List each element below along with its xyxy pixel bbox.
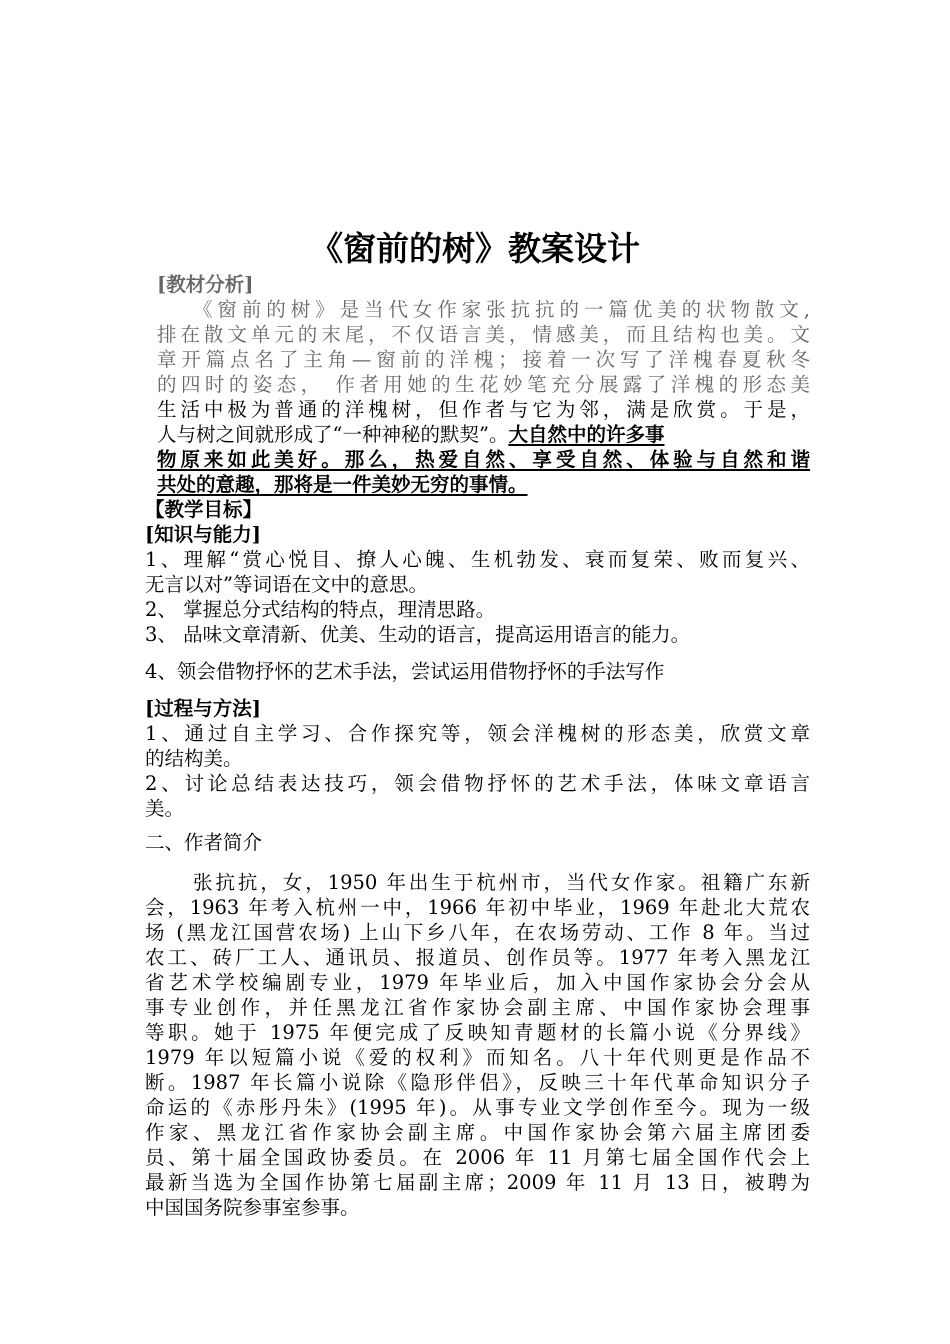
knowledge-item-1-cont: 无言以对”等词语在文中的意思。 [145,573,428,596]
author-line-12: 员、第十届全国政协委员。在 2006 年 11 月第七届全国作代会上 [145,1146,810,1169]
author-intro-section [145,870,810,1220]
material-line-3: 章开篇点名了主角—窗前的洋槐；接着一次写了洋槐春夏秋冬 [157,348,810,371]
author-line-4: 农工、砖厂工人、通讯员、报道员、创作员等。1977 年考入黑龙江 [145,946,810,969]
material-line-2: 排在散文单元的末尾，不仅语言美，情感美，而且结构也美。文 [157,323,810,346]
author-line-3: 场 (黑龙江国营农场) 上山下乡八年，在农场劳动、工作 8 年。当过 [145,921,810,944]
author-line-13: 最新当选为全国作协第七届副主席；2009 年 11 月 13 日，被聘为 [145,1171,810,1194]
material-line-6-emphasis: 大自然中的许多事 [508,423,665,446]
teaching-goals-heading: 【教学目标】 [145,498,263,521]
author-line-10: 命运的《赤彤丹朱》(1995 年)。从事专业文学创作至今。现为一级 [145,1096,810,1119]
knowledge-item-2: 2、 掌握总分式结构的特点，理清思路。 [145,598,496,621]
process-item-2: 2、讨论总结表达技巧，领会借物抒怀的艺术手法，体味文章语言 [145,772,810,795]
author-line-6: 事专业创作，并任黑龙江省作家协会副主席、中国作家协会理事 [145,996,810,1019]
process-item-1: 1、通过自主学习、合作探究等，领会洋槐树的形态美，欣赏文章 [145,722,810,745]
material-line-5: 生活中极为普通的洋槐树，但作者与它为邻，满是欣赏。于是， [157,398,810,421]
author-intro-heading: 二、作者简介 [145,831,263,854]
material-analysis-section [145,272,810,497]
material-line-6 [145,422,810,447]
process-item-2-cont: 美。 [145,797,185,820]
author-line-7: 等职。她于 1975 年便完成了反映知青题材的长篇小说《分界线》 [145,1021,810,1044]
document-title: 《窗前的树》教案设计 [310,229,640,268]
author-intro-heading-wrap [145,830,810,855]
material-line-6-normal: 人与树之间就形成了“一种神秘的默契”。 [157,423,509,446]
author-line-5: 省艺术学校编剧专业，1979 年毕业后，加入中国作家协会分会从 [145,971,810,994]
material-line-1: 《窗前的树》是当代女作家张抗抗的一篇优美的状物散文, [193,298,810,321]
author-line-11: 作家、黑龙江省作家协会副主席。中国作家协会第六届主席团委 [145,1121,810,1144]
material-emphasis-line-1: 物原来如此美好。那么，热爱自然、享受自然、体验与自然和谐 [157,448,810,471]
author-line-9: 断。1987 年长篇小说除《隐形伴侣》，反映三十年代革命知识分子 [145,1071,810,1094]
author-line-1: 张抗抗，女，1950 年出生于杭州市，当代女作家。祖籍广东新 [193,871,810,894]
knowledge-heading: [知识与能力] [145,523,261,546]
author-line-14: 中国国务院参事室参事。 [145,1196,360,1219]
teaching-goals-section [145,497,810,684]
material-analysis-heading: [教材分析] [157,273,254,296]
material-emphasis-line-2: 共处的意趣，那将是一件美妙无穷的事情。 [157,473,528,496]
author-line-2: 会，1963 年考入杭州一中，1966 年初中毕业，1969 年赴北大荒农 [145,896,810,919]
process-heading: [过程与方法] [145,697,261,720]
process-method-section [145,696,810,821]
process-item-1-cont: 的结构美。 [145,747,243,770]
material-line-4: 的四时的姿态， 作者用她的生花妙笔充分展露了洋槐的形态美 [157,373,810,396]
author-line-8: 1979 年以短篇小说《爱的权利》而知名。八十年代则更是作品不 [145,1046,810,1069]
knowledge-item-1: 1、理解“赏心悦目、撩人心魄、生机勃发、衰而复荣、败而复兴、 [145,548,810,571]
knowledge-item-3: 3、 品味文章清新、优美、生动的语言，提高运用语言的能力。 [145,623,691,646]
knowledge-item-4: 4、领会借物抒怀的艺术手法，尝试运用借物抒怀的手法写作 [145,660,665,683]
